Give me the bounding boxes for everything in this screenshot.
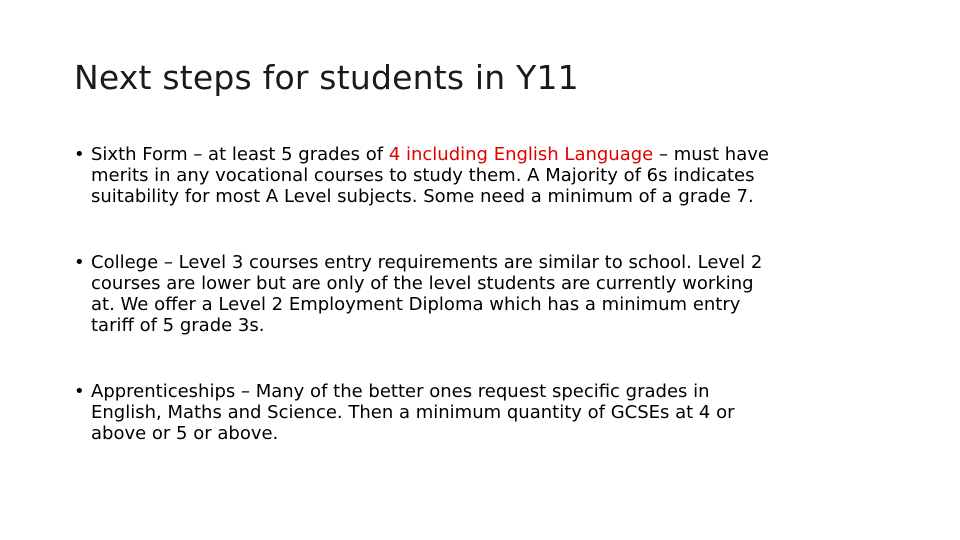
bullet-line: at. We offer a Level 2 Employment Diploma which has a minimum entry: [91, 294, 741, 315]
bullet-line: English, Maths and Science. Then a minimum quantity of GCSEs at 4 or: [91, 402, 735, 423]
slide-title: Next steps for students in Y11: [74, 58, 579, 97]
bullet-text: – must have: [653, 144, 769, 165]
bullet-line: [91, 144, 884, 165]
bullet-dot-icon: •: [74, 144, 85, 165]
bullet-line: above or 5 or above.: [91, 423, 279, 444]
bullet-item-sixth-form: [74, 144, 884, 252]
highlighted-text: 4 including English Language: [388, 144, 654, 165]
bullet-item-college: [74, 252, 884, 381]
bullet-line: tariff of 5 grade 3s.: [91, 315, 265, 336]
bullet-line: courses are lower but are only of the level students are currently working: [91, 273, 754, 294]
bullet-list: [74, 144, 884, 444]
bullet-dot-icon: •: [74, 381, 85, 402]
bullet-line: suitability for most A Level subjects. Some need a minimum of a grade 7.: [91, 186, 754, 207]
bullet-line: Apprenticeships – Many of the better ones request specific grades in: [91, 381, 710, 402]
bullet-line: College – Level 3 courses entry requirements are similar to school. Level 2: [91, 252, 763, 273]
bullet-dot-icon: •: [74, 252, 85, 273]
bullet-item-apprenticeships: [74, 381, 884, 444]
bullet-line: merits in any vocational courses to study them. A Majority of 6s indicates: [91, 165, 755, 186]
bullet-text: Sixth Form – at least 5 grades of: [91, 144, 389, 165]
